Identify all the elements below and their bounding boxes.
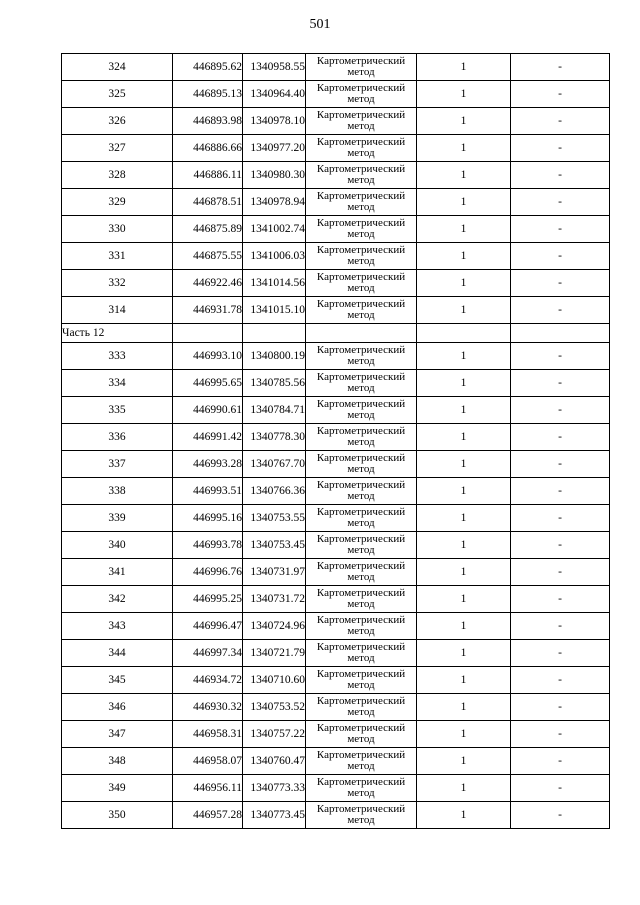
x-coordinate-cell: 446893.98 <box>173 108 243 135</box>
table-row <box>62 640 610 667</box>
method-text-line: Картометрический <box>316 614 406 626</box>
method-text-line: метод <box>347 355 375 367</box>
x-coordinate-cell: 446990.61 <box>173 397 243 424</box>
table-row <box>62 667 610 694</box>
table-row <box>62 694 610 721</box>
y-coordinate-cell: 1341014.56 <box>243 270 306 297</box>
y-coordinate-cell: 1340958.55 <box>243 54 306 81</box>
method-text-line: Картометрический <box>316 452 406 464</box>
x-coordinate-cell: 446958.31 <box>173 721 243 748</box>
description-cell: - <box>511 54 610 81</box>
method-text-line: метод <box>347 255 375 267</box>
method-cell <box>306 108 417 135</box>
x-coordinate-cell: 446958.07 <box>173 748 243 775</box>
y-coordinate-cell: 1340721.79 <box>243 640 306 667</box>
description-cell: - <box>511 559 610 586</box>
method-cell <box>306 478 417 505</box>
description-cell: - <box>511 586 610 613</box>
table-row <box>62 108 610 135</box>
method-text-line: Картометрический <box>316 55 406 67</box>
method-cell <box>306 343 417 370</box>
description-cell: - <box>511 802 610 829</box>
method-cell <box>306 54 417 81</box>
description-cell: - <box>511 397 610 424</box>
y-coordinate-cell: 1340784.71 <box>243 397 306 424</box>
table-row <box>62 802 610 829</box>
accuracy-cell: 1 <box>417 775 511 802</box>
description-cell: - <box>511 694 610 721</box>
section-body <box>62 324 610 343</box>
description-cell: - <box>511 270 610 297</box>
point-number-cell: 342 <box>62 586 173 613</box>
accuracy-cell: 1 <box>417 478 511 505</box>
method-text-line: Картометрический <box>316 533 406 545</box>
method-text-line: метод <box>347 93 375 105</box>
section-empty-cell <box>511 324 610 343</box>
method-text-line: метод <box>347 382 375 394</box>
description-cell: - <box>511 135 610 162</box>
method-cell <box>306 559 417 586</box>
x-coordinate-cell: 446993.10 <box>173 343 243 370</box>
point-number-cell: 334 <box>62 370 173 397</box>
section-empty-cell <box>306 324 417 343</box>
x-coordinate-cell: 446875.89 <box>173 216 243 243</box>
description-cell: - <box>511 532 610 559</box>
method-cell <box>306 802 417 829</box>
method-text-line: Картометрический <box>316 668 406 680</box>
x-coordinate-cell: 446995.16 <box>173 505 243 532</box>
table-row <box>62 532 610 559</box>
description-cell: - <box>511 451 610 478</box>
method-text-line: метод <box>347 490 375 502</box>
method-text-line: Картометрический <box>316 587 406 599</box>
method-text-line: Картометрический <box>316 398 406 410</box>
description-cell: - <box>511 343 610 370</box>
description-cell: - <box>511 189 610 216</box>
x-coordinate-cell: 446995.65 <box>173 370 243 397</box>
description-cell: - <box>511 613 610 640</box>
table-row <box>62 243 610 270</box>
accuracy-cell: 1 <box>417 297 511 324</box>
method-text-line: метод <box>347 228 375 240</box>
table-row <box>62 748 610 775</box>
point-number-cell: 328 <box>62 162 173 189</box>
method-cell <box>306 694 417 721</box>
method-text-line: Картометрический <box>316 722 406 734</box>
point-number-cell: 338 <box>62 478 173 505</box>
table-row <box>62 270 610 297</box>
method-cell <box>306 721 417 748</box>
point-number-cell: 331 <box>62 243 173 270</box>
x-coordinate-cell: 446996.76 <box>173 559 243 586</box>
method-text-line: Картометрический <box>316 425 406 437</box>
y-coordinate-cell: 1340767.70 <box>243 451 306 478</box>
method-cell <box>306 216 417 243</box>
point-number-cell: 327 <box>62 135 173 162</box>
description-cell: - <box>511 505 610 532</box>
method-cell <box>306 424 417 451</box>
method-cell <box>306 397 417 424</box>
accuracy-cell: 1 <box>417 559 511 586</box>
description-cell: - <box>511 243 610 270</box>
point-number-cell: 345 <box>62 667 173 694</box>
accuracy-cell: 1 <box>417 81 511 108</box>
point-number-cell: 333 <box>62 343 173 370</box>
table-row <box>62 559 610 586</box>
x-coordinate-cell: 446931.78 <box>173 297 243 324</box>
table-row <box>62 162 610 189</box>
y-coordinate-cell: 1340773.45 <box>243 802 306 829</box>
y-coordinate-cell: 1340964.40 <box>243 81 306 108</box>
method-text-line: Картометрический <box>316 803 406 815</box>
method-text-line: метод <box>347 66 375 78</box>
description-cell: - <box>511 81 610 108</box>
method-text-line: метод <box>347 201 375 213</box>
x-coordinate-cell: 446993.78 <box>173 532 243 559</box>
point-number-cell: 347 <box>62 721 173 748</box>
point-number-cell: 337 <box>62 451 173 478</box>
y-coordinate-cell: 1341002.74 <box>243 216 306 243</box>
y-coordinate-cell: 1340980.30 <box>243 162 306 189</box>
accuracy-cell: 1 <box>417 189 511 216</box>
point-number-cell: 324 <box>62 54 173 81</box>
method-text-line: Картометрический <box>316 190 406 202</box>
method-cell <box>306 162 417 189</box>
section-empty-cell <box>173 324 243 343</box>
y-coordinate-cell: 1340753.52 <box>243 694 306 721</box>
y-coordinate-cell: 1340778.30 <box>243 424 306 451</box>
method-text-line: метод <box>347 309 375 321</box>
method-text-line: метод <box>347 598 375 610</box>
method-text-line: Картометрический <box>316 749 406 761</box>
section-empty-cell <box>417 324 511 343</box>
method-text-line: Картометрический <box>316 271 406 283</box>
y-coordinate-cell: 1340800.19 <box>243 343 306 370</box>
accuracy-cell: 1 <box>417 370 511 397</box>
description-cell: - <box>511 370 610 397</box>
x-coordinate-cell: 446922.46 <box>173 270 243 297</box>
description-cell: - <box>511 297 610 324</box>
table-row <box>62 613 610 640</box>
accuracy-cell: 1 <box>417 640 511 667</box>
method-text-line: Картометрический <box>316 776 406 788</box>
description-cell: - <box>511 478 610 505</box>
table-row <box>62 586 610 613</box>
method-text-line: метод <box>347 760 375 772</box>
method-text-line: метод <box>347 625 375 637</box>
x-coordinate-cell: 446993.51 <box>173 478 243 505</box>
table-row <box>62 216 610 243</box>
description-cell: - <box>511 108 610 135</box>
x-coordinate-cell: 446957.28 <box>173 802 243 829</box>
point-number-cell: 339 <box>62 505 173 532</box>
method-text-line: Картометрический <box>316 217 406 229</box>
y-coordinate-cell: 1340766.36 <box>243 478 306 505</box>
point-number-cell: 314 <box>62 297 173 324</box>
table-row <box>62 54 610 81</box>
table-row <box>62 505 610 532</box>
method-text-line: Картометрический <box>316 371 406 383</box>
method-text-line: метод <box>347 517 375 529</box>
method-text-line: Картометрический <box>316 163 406 175</box>
x-coordinate-cell: 446995.25 <box>173 586 243 613</box>
method-cell <box>306 613 417 640</box>
x-coordinate-cell: 446878.51 <box>173 189 243 216</box>
method-text-line: метод <box>347 282 375 294</box>
point-number-cell: 336 <box>62 424 173 451</box>
method-cell <box>306 748 417 775</box>
accuracy-cell: 1 <box>417 270 511 297</box>
table-row <box>62 451 610 478</box>
table-row <box>62 81 610 108</box>
method-text-line: Картометрический <box>316 344 406 356</box>
x-coordinate-cell: 446895.13 <box>173 81 243 108</box>
accuracy-cell: 1 <box>417 397 511 424</box>
accuracy-cell: 1 <box>417 54 511 81</box>
point-number-cell: 340 <box>62 532 173 559</box>
description-cell: - <box>511 424 610 451</box>
accuracy-cell: 1 <box>417 135 511 162</box>
section-empty-cell <box>243 324 306 343</box>
y-coordinate-cell: 1341006.03 <box>243 243 306 270</box>
y-coordinate-cell: 1340710.60 <box>243 667 306 694</box>
method-text-line: метод <box>347 174 375 186</box>
point-number-cell: 326 <box>62 108 173 135</box>
method-cell <box>306 297 417 324</box>
method-cell <box>306 505 417 532</box>
accuracy-cell: 1 <box>417 748 511 775</box>
table-body-after <box>62 343 610 829</box>
method-text-line: метод <box>347 409 375 421</box>
point-number-cell: 335 <box>62 397 173 424</box>
method-text-line: Картометрический <box>316 506 406 518</box>
method-text-line: Картометрический <box>316 109 406 121</box>
method-cell <box>306 532 417 559</box>
accuracy-cell: 1 <box>417 216 511 243</box>
page-number: 501 <box>309 17 331 32</box>
y-coordinate-cell: 1341015.10 <box>243 297 306 324</box>
accuracy-cell: 1 <box>417 343 511 370</box>
accuracy-cell: 1 <box>417 505 511 532</box>
point-number-cell: 332 <box>62 270 173 297</box>
method-cell <box>306 640 417 667</box>
table-row <box>62 343 610 370</box>
method-cell <box>306 370 417 397</box>
method-text-line: Картометрический <box>316 695 406 707</box>
accuracy-cell: 1 <box>417 613 511 640</box>
table-row <box>62 721 610 748</box>
x-coordinate-cell: 446993.28 <box>173 451 243 478</box>
y-coordinate-cell: 1340785.56 <box>243 370 306 397</box>
point-number-cell: 329 <box>62 189 173 216</box>
accuracy-cell: 1 <box>417 108 511 135</box>
x-coordinate-cell: 446895.62 <box>173 54 243 81</box>
method-text-line: метод <box>347 679 375 691</box>
accuracy-cell: 1 <box>417 451 511 478</box>
y-coordinate-cell: 1340760.47 <box>243 748 306 775</box>
method-text-line: Картометрический <box>316 560 406 572</box>
point-number-cell: 346 <box>62 694 173 721</box>
method-text-line: метод <box>347 814 375 826</box>
x-coordinate-cell: 446930.32 <box>173 694 243 721</box>
method-text-line: Картометрический <box>316 479 406 491</box>
accuracy-cell: 1 <box>417 532 511 559</box>
method-cell <box>306 135 417 162</box>
table-row <box>62 297 610 324</box>
x-coordinate-cell: 446886.66 <box>173 135 243 162</box>
description-cell: - <box>511 640 610 667</box>
point-number-cell: 349 <box>62 775 173 802</box>
accuracy-cell: 1 <box>417 667 511 694</box>
accuracy-cell: 1 <box>417 424 511 451</box>
point-number-cell: 348 <box>62 748 173 775</box>
y-coordinate-cell: 1340977.20 <box>243 135 306 162</box>
method-text-line: Картометрический <box>316 136 406 148</box>
y-coordinate-cell: 1340978.10 <box>243 108 306 135</box>
method-text-line: метод <box>347 706 375 718</box>
method-cell <box>306 586 417 613</box>
description-cell: - <box>511 721 610 748</box>
method-cell <box>306 775 417 802</box>
method-text-line: Картометрический <box>316 641 406 653</box>
point-number-cell: 343 <box>62 613 173 640</box>
x-coordinate-cell: 446991.42 <box>173 424 243 451</box>
accuracy-cell: 1 <box>417 802 511 829</box>
method-cell <box>306 667 417 694</box>
table-row <box>62 189 610 216</box>
point-number-cell: 341 <box>62 559 173 586</box>
point-number-cell: 325 <box>62 81 173 108</box>
coordinates-table <box>61 53 610 829</box>
description-cell: - <box>511 216 610 243</box>
table-row <box>62 397 610 424</box>
method-text-line: метод <box>347 571 375 583</box>
description-cell: - <box>511 667 610 694</box>
method-text-line: метод <box>347 147 375 159</box>
x-coordinate-cell: 446934.72 <box>173 667 243 694</box>
accuracy-cell: 1 <box>417 162 511 189</box>
x-coordinate-cell: 446997.34 <box>173 640 243 667</box>
y-coordinate-cell: 1340753.55 <box>243 505 306 532</box>
point-number-cell: 350 <box>62 802 173 829</box>
point-number-cell: 330 <box>62 216 173 243</box>
method-text-line: метод <box>347 652 375 664</box>
method-text-line: метод <box>347 120 375 132</box>
method-text-line: Картометрический <box>316 82 406 94</box>
description-cell: - <box>511 748 610 775</box>
section-label: Часть 12 <box>62 324 173 343</box>
accuracy-cell: 1 <box>417 586 511 613</box>
y-coordinate-cell: 1340978.94 <box>243 189 306 216</box>
method-cell <box>306 243 417 270</box>
accuracy-cell: 1 <box>417 694 511 721</box>
description-cell: - <box>511 775 610 802</box>
table-row <box>62 775 610 802</box>
method-text-line: метод <box>347 463 375 475</box>
accuracy-cell: 1 <box>417 721 511 748</box>
y-coordinate-cell: 1340731.97 <box>243 559 306 586</box>
point-number-cell: 344 <box>62 640 173 667</box>
method-cell <box>306 189 417 216</box>
y-coordinate-cell: 1340753.45 <box>243 532 306 559</box>
y-coordinate-cell: 1340773.33 <box>243 775 306 802</box>
method-text-line: метод <box>347 436 375 448</box>
table-row <box>62 135 610 162</box>
x-coordinate-cell: 446886.11 <box>173 162 243 189</box>
x-coordinate-cell: 446875.55 <box>173 243 243 270</box>
table-row <box>62 424 610 451</box>
method-text-line: метод <box>347 787 375 799</box>
method-text-line: метод <box>347 544 375 556</box>
method-cell <box>306 270 417 297</box>
method-text-line: Картометрический <box>316 298 406 310</box>
method-text-line: Картометрический <box>316 244 406 256</box>
table-row <box>62 478 610 505</box>
description-cell: - <box>511 162 610 189</box>
y-coordinate-cell: 1340724.96 <box>243 613 306 640</box>
accuracy-cell: 1 <box>417 243 511 270</box>
x-coordinate-cell: 446996.47 <box>173 613 243 640</box>
x-coordinate-cell: 446956.11 <box>173 775 243 802</box>
y-coordinate-cell: 1340757.22 <box>243 721 306 748</box>
method-cell <box>306 81 417 108</box>
table-body-before <box>62 54 610 324</box>
section-row <box>62 324 610 343</box>
method-cell <box>306 451 417 478</box>
y-coordinate-cell: 1340731.72 <box>243 586 306 613</box>
table-row <box>62 370 610 397</box>
method-text-line: метод <box>347 733 375 745</box>
